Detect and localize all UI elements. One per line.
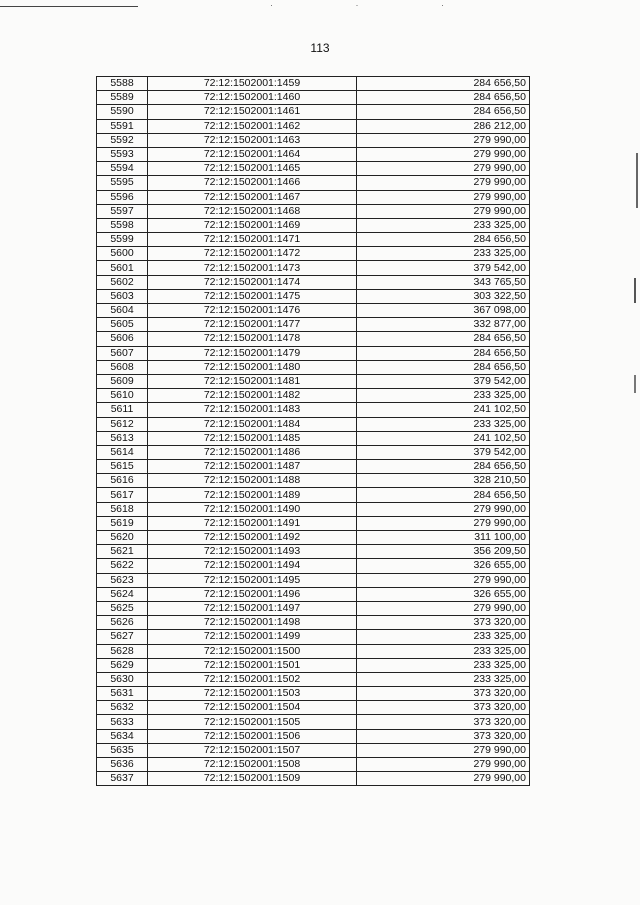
cadastral-number: 72:12:1502001:1506	[148, 729, 357, 743]
cadastral-value: 284 656,50	[357, 77, 530, 91]
cadastral-value: 284 656,50	[357, 91, 530, 105]
cadastral-value: 279 990,00	[357, 133, 530, 147]
cadastral-value: 343 765,50	[357, 275, 530, 289]
row-number: 5607	[97, 346, 148, 360]
table-row	[97, 715, 530, 729]
row-number: 5590	[97, 105, 148, 119]
row-number: 5588	[97, 77, 148, 91]
cadastral-value: 279 990,00	[357, 204, 530, 218]
cadastral-number: 72:12:1502001:1494	[148, 559, 357, 573]
cadastral-number: 72:12:1502001:1475	[148, 289, 357, 303]
table-row	[97, 176, 530, 190]
cadastral-number: 72:12:1502001:1477	[148, 318, 357, 332]
cadastral-value: 279 990,00	[357, 502, 530, 516]
scan-top-rule	[0, 6, 138, 7]
cadastral-value: 233 325,00	[357, 672, 530, 686]
row-number: 5589	[97, 91, 148, 105]
table-row	[97, 105, 530, 119]
row-number: 5608	[97, 360, 148, 374]
cadastral-value: 233 325,00	[357, 389, 530, 403]
scan-edge-mark	[634, 278, 636, 303]
cadastral-value: 367 098,00	[357, 304, 530, 318]
row-number: 5595	[97, 176, 148, 190]
table-row	[97, 630, 530, 644]
table-row	[97, 247, 530, 261]
cadastral-number: 72:12:1502001:1484	[148, 417, 357, 431]
table-row	[97, 77, 530, 91]
table-row	[97, 389, 530, 403]
cadastral-value: 279 990,00	[357, 190, 530, 204]
table-row	[97, 261, 530, 275]
row-number: 5627	[97, 630, 148, 644]
table-row	[97, 672, 530, 686]
cadastral-value: 279 990,00	[357, 147, 530, 161]
row-number: 5597	[97, 204, 148, 218]
table-row	[97, 332, 530, 346]
table-row	[97, 204, 530, 218]
cadastral-value: 279 990,00	[357, 601, 530, 615]
table-row	[97, 502, 530, 516]
row-number: 5624	[97, 587, 148, 601]
scan-edge-mark	[634, 375, 636, 393]
cadastral-number: 72:12:1502001:1469	[148, 218, 357, 232]
cadastral-value: 279 990,00	[357, 162, 530, 176]
cadastral-number: 72:12:1502001:1474	[148, 275, 357, 289]
cadastral-number: 72:12:1502001:1498	[148, 616, 357, 630]
cadastral-number: 72:12:1502001:1459	[148, 77, 357, 91]
cadastral-value: 233 325,00	[357, 247, 530, 261]
table-row	[97, 431, 530, 445]
cadastral-number: 72:12:1502001:1499	[148, 630, 357, 644]
cadastral-value: 373 320,00	[357, 616, 530, 630]
cadastral-value: 279 990,00	[357, 758, 530, 772]
cadastral-value: 379 542,00	[357, 445, 530, 459]
cadastral-value: 373 320,00	[357, 715, 530, 729]
cadastral-number: 72:12:1502001:1472	[148, 247, 357, 261]
cadastral-value: 286 212,00	[357, 119, 530, 133]
table-row	[97, 729, 530, 743]
cadastral-number: 72:12:1502001:1507	[148, 743, 357, 757]
cadastral-number: 72:12:1502001:1508	[148, 758, 357, 772]
cadastral-number: 72:12:1502001:1491	[148, 516, 357, 530]
table-row	[97, 374, 530, 388]
table-row	[97, 545, 530, 559]
table-row	[97, 133, 530, 147]
table-row	[97, 531, 530, 545]
table-row	[97, 289, 530, 303]
cadastral-value: 303 322,50	[357, 289, 530, 303]
row-number: 5596	[97, 190, 148, 204]
cadastral-value: 373 320,00	[357, 687, 530, 701]
cadastral-value: 284 656,50	[357, 460, 530, 474]
cadastral-value: 284 656,50	[357, 488, 530, 502]
cadastral-value: 279 990,00	[357, 176, 530, 190]
cadastral-value: 356 209,50	[357, 545, 530, 559]
cadastral-value: 284 656,50	[357, 233, 530, 247]
row-number: 5603	[97, 289, 148, 303]
cadastral-value: 284 656,50	[357, 346, 530, 360]
table-row	[97, 91, 530, 105]
table-row	[97, 119, 530, 133]
table-row	[97, 701, 530, 715]
cadastral-number: 72:12:1502001:1479	[148, 346, 357, 360]
row-number: 5631	[97, 687, 148, 701]
row-number: 5634	[97, 729, 148, 743]
cadastral-number: 72:12:1502001:1489	[148, 488, 357, 502]
table-row	[97, 233, 530, 247]
cadastral-number: 72:12:1502001:1503	[148, 687, 357, 701]
cadastral-value: 373 320,00	[357, 729, 530, 743]
table-row	[97, 758, 530, 772]
row-number: 5628	[97, 644, 148, 658]
cadastral-number: 72:12:1502001:1464	[148, 147, 357, 161]
cadastral-number: 72:12:1502001:1482	[148, 389, 357, 403]
table-row	[97, 162, 530, 176]
row-number: 5620	[97, 531, 148, 545]
scan-specks: · · ·	[270, 0, 484, 10]
cadastral-value: 284 656,50	[357, 105, 530, 119]
table-row	[97, 318, 530, 332]
cadastral-value: 332 877,00	[357, 318, 530, 332]
row-number: 5625	[97, 601, 148, 615]
table-row	[97, 616, 530, 630]
table-row	[97, 275, 530, 289]
row-number: 5610	[97, 389, 148, 403]
cadastral-number: 72:12:1502001:1466	[148, 176, 357, 190]
row-number: 5591	[97, 119, 148, 133]
table-row	[97, 460, 530, 474]
row-number: 5592	[97, 133, 148, 147]
cadastral-number: 72:12:1502001:1496	[148, 587, 357, 601]
cadastral-number: 72:12:1502001:1505	[148, 715, 357, 729]
cadastral-number: 72:12:1502001:1493	[148, 545, 357, 559]
cadastral-number: 72:12:1502001:1467	[148, 190, 357, 204]
cadastral-number: 72:12:1502001:1478	[148, 332, 357, 346]
table-row	[97, 687, 530, 701]
table-row	[97, 190, 530, 204]
row-number: 5605	[97, 318, 148, 332]
cadastral-number: 72:12:1502001:1465	[148, 162, 357, 176]
table-row	[97, 304, 530, 318]
cadastral-number: 72:12:1502001:1481	[148, 374, 357, 388]
cadastral-number: 72:12:1502001:1463	[148, 133, 357, 147]
cadastral-number: 72:12:1502001:1483	[148, 403, 357, 417]
table-body	[97, 77, 530, 786]
row-number: 5606	[97, 332, 148, 346]
row-number: 5611	[97, 403, 148, 417]
cadastral-value: 241 102,50	[357, 431, 530, 445]
row-number: 5600	[97, 247, 148, 261]
cadastral-number: 72:12:1502001:1485	[148, 431, 357, 445]
table-row	[97, 360, 530, 374]
row-number: 5617	[97, 488, 148, 502]
cadastral-value-table	[96, 76, 530, 786]
table-row	[97, 587, 530, 601]
cadastral-number: 72:12:1502001:1476	[148, 304, 357, 318]
cadastral-value: 284 656,50	[357, 332, 530, 346]
cadastral-value: 279 990,00	[357, 772, 530, 786]
table-row	[97, 516, 530, 530]
cadastral-number: 72:12:1502001:1504	[148, 701, 357, 715]
cadastral-number: 72:12:1502001:1487	[148, 460, 357, 474]
row-number: 5613	[97, 431, 148, 445]
row-number: 5637	[97, 772, 148, 786]
row-number: 5629	[97, 658, 148, 672]
row-number: 5614	[97, 445, 148, 459]
cadastral-value: 279 990,00	[357, 516, 530, 530]
row-number: 5635	[97, 743, 148, 757]
cadastral-value: 233 325,00	[357, 218, 530, 232]
row-number: 5612	[97, 417, 148, 431]
table-row	[97, 573, 530, 587]
cadastral-number: 72:12:1502001:1473	[148, 261, 357, 275]
cadastral-value: 241 102,50	[357, 403, 530, 417]
row-number: 5618	[97, 502, 148, 516]
table-row	[97, 559, 530, 573]
cadastral-value: 233 325,00	[357, 417, 530, 431]
row-number: 5594	[97, 162, 148, 176]
row-number: 5621	[97, 545, 148, 559]
cadastral-value: 379 542,00	[357, 261, 530, 275]
table-row	[97, 445, 530, 459]
cadastral-value: 373 320,00	[357, 701, 530, 715]
page-number: 113	[310, 41, 330, 55]
cadastral-number: 72:12:1502001:1480	[148, 360, 357, 374]
cadastral-value: 233 325,00	[357, 630, 530, 644]
cadastral-number: 72:12:1502001:1497	[148, 601, 357, 615]
scan-edge-mark	[636, 153, 638, 208]
table-row	[97, 403, 530, 417]
cadastral-value: 311 100,00	[357, 531, 530, 545]
cadastral-value: 279 990,00	[357, 743, 530, 757]
cadastral-value: 233 325,00	[357, 644, 530, 658]
cadastral-number: 72:12:1502001:1460	[148, 91, 357, 105]
cadastral-number: 72:12:1502001:1500	[148, 644, 357, 658]
row-number: 5604	[97, 304, 148, 318]
cadastral-number: 72:12:1502001:1509	[148, 772, 357, 786]
cadastral-number: 72:12:1502001:1502	[148, 672, 357, 686]
cadastral-number: 72:12:1502001:1471	[148, 233, 357, 247]
row-number: 5602	[97, 275, 148, 289]
table-row	[97, 346, 530, 360]
table-row	[97, 417, 530, 431]
row-number: 5619	[97, 516, 148, 530]
row-number: 5633	[97, 715, 148, 729]
row-number: 5598	[97, 218, 148, 232]
row-number: 5632	[97, 701, 148, 715]
row-number: 5593	[97, 147, 148, 161]
cadastral-number: 72:12:1502001:1495	[148, 573, 357, 587]
cadastral-value: 379 542,00	[357, 374, 530, 388]
cadastral-number: 72:12:1502001:1501	[148, 658, 357, 672]
table-row	[97, 644, 530, 658]
cadastral-value: 279 990,00	[357, 573, 530, 587]
row-number: 5601	[97, 261, 148, 275]
table-row	[97, 218, 530, 232]
cadastral-number: 72:12:1502001:1461	[148, 105, 357, 119]
row-number: 5615	[97, 460, 148, 474]
table-row	[97, 147, 530, 161]
table-row	[97, 474, 530, 488]
table-row	[97, 658, 530, 672]
cadastral-value: 284 656,50	[357, 360, 530, 374]
row-number: 5616	[97, 474, 148, 488]
cadastral-value: 328 210,50	[357, 474, 530, 488]
row-number: 5622	[97, 559, 148, 573]
cadastral-number: 72:12:1502001:1488	[148, 474, 357, 488]
row-number: 5623	[97, 573, 148, 587]
cadastral-number: 72:12:1502001:1486	[148, 445, 357, 459]
cadastral-number: 72:12:1502001:1490	[148, 502, 357, 516]
row-number: 5599	[97, 233, 148, 247]
cadastral-value: 326 655,00	[357, 559, 530, 573]
table-row	[97, 743, 530, 757]
cadastral-value: 326 655,00	[357, 587, 530, 601]
table-row	[97, 772, 530, 786]
cadastral-value: 233 325,00	[357, 658, 530, 672]
row-number: 5636	[97, 758, 148, 772]
row-number: 5609	[97, 374, 148, 388]
table-row	[97, 601, 530, 615]
cadastral-number: 72:12:1502001:1468	[148, 204, 357, 218]
row-number: 5630	[97, 672, 148, 686]
table-row	[97, 488, 530, 502]
cadastral-number: 72:12:1502001:1492	[148, 531, 357, 545]
row-number: 5626	[97, 616, 148, 630]
cadastral-number: 72:12:1502001:1462	[148, 119, 357, 133]
